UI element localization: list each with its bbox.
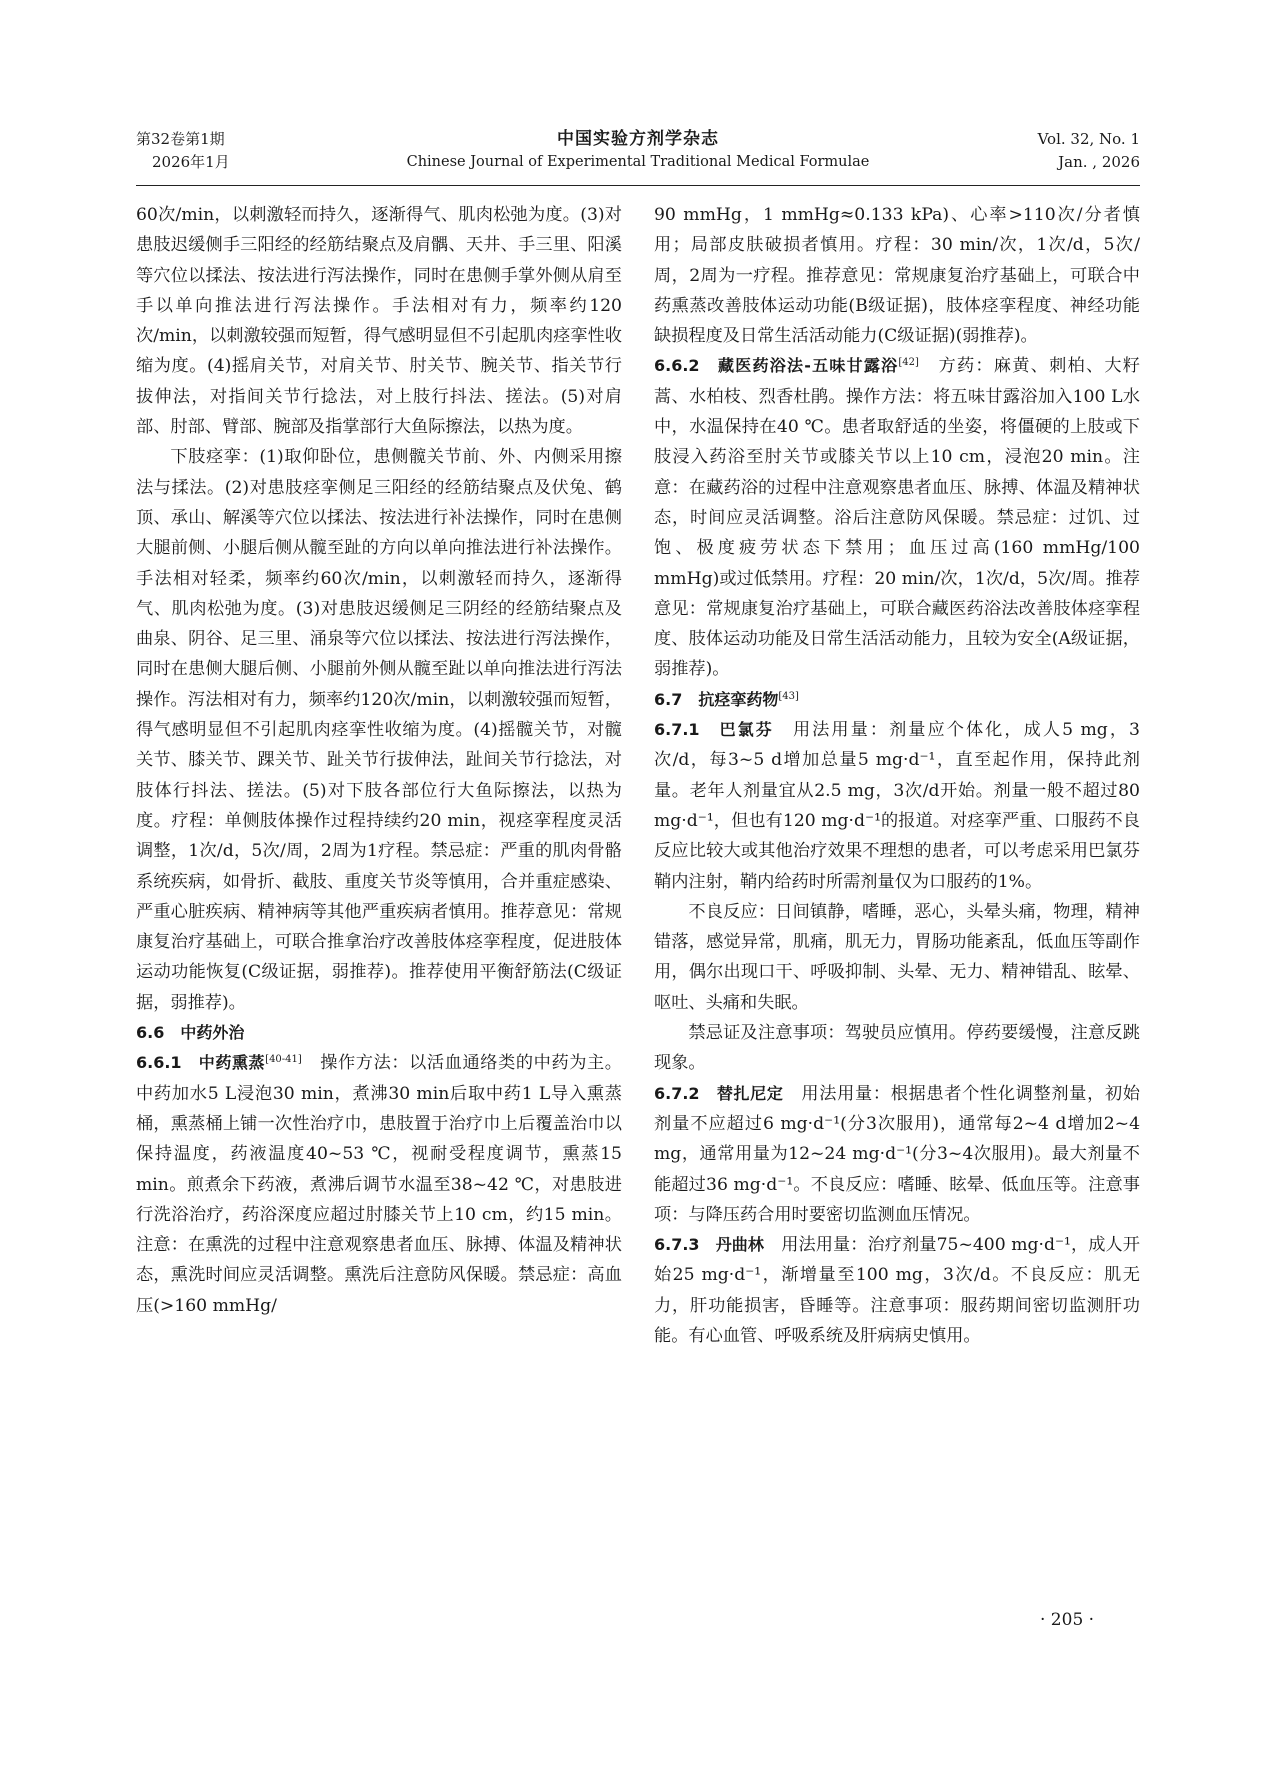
paragraph-adverse-reactions: 不良反应：日间镇静，嗜睡，恶心，头晕头痛，物理，精神错落，感觉异常，肌痛，肌无力，胃肠功能紊乱，低血压等副作用，偶尔出现口干、呼吸抑制、头晕、无力、精神错乱、眩晕、呕吐、头痛和失眠。 (654, 901, 1140, 1013)
subsection-6-7-2-body: 用法用量：根据患者个性化调整剂量，初始剂量不应超过6 mg·d⁻¹(分3次服用)，通常每2~4 d增加2~4 mg，通常用量为12~24 mg·d⁻¹(分3~4次服用)。最大剂量不能超过36 mg·d⁻¹。不良反应：嗜睡、眩晕、低血压等。注意事项：与降压药合用时要密切监测血压情况。 (654, 1083, 1140, 1225)
page-number: · 205 · (1040, 1610, 1095, 1630)
subsection-6-6-2-body: 方药：麻黄、刺柏、大籽蒿、水柏枝、烈香杜鹃。操作方法：将五味甘露浴加入100 L水中，水温保持在40 ℃。患者取舒适的坐姿，将僵硬的上肢或下肢浸入药浴至肘关节或膝关节以上10 cm，浸泡20 min。注意：在藏药浴的过程中注意观察患者血压、脉搏、体温及精神状态，时间应灵活调整。浴后注意防风保暖。禁忌症：过饥、过饱、极度疲劳状态下禁用；血压过高(160 mmHg/100 mmHg)或过低禁用。疗程：20 min/次，1次/d，5次/周。推荐意见：常规康复治疗基础上，可联合藏医药浴法改善肢体痉挛程度、肢体运动功能及日常生活活动能力，且较为安全(A级证据，弱推荐)。 (654, 356, 1140, 680)
paragraph: 90 mmHg，1 mmHg≈0.133 kPa)、心率>110次/分者慎用；局部皮肤破损者慎用。疗程：30 min/次，1次/d，5次/周，2周为一疗程。推荐意见：常规康复治疗基础上，可联合中药熏蒸改善肢体运动功能(B级证据)，肢体痉挛程度、神经功能缺损程度及日常生活活动能力(C级证据)(弱推荐)。 (654, 205, 1140, 347)
subsection-6-6-1-body: 操作方法：以活血通络类的中药为主。中药加水5 L浸泡30 min，煮沸30 min后取中药1 L导入熏蒸桶，熏蒸桶上铺一次性治疗巾，患肢置于治疗巾上后覆盖治巾以保持温度，药液温度40~53 ℃，视耐受程度调节，熏蒸15 min。煎煮余下药液，煮沸后调节水温至38~42 ℃，对患肢进行洗浴治疗，药浴深度应超过肘膝关节上10 cm，约15 min。注意：在熏洗的过程中注意观察患者血压、脉搏、体温及精神状态，熏洗时间应灵活调整。熏洗后注意防风保暖。禁忌症：高血压(>160 mmHg/ (136, 1053, 622, 1316)
header-volume-cn: 第32卷第1期 (136, 130, 225, 148)
subsection-6-7-1-title: 6.7.1 巴氯芬 (654, 720, 774, 740)
journal-title-cn: 中国实验方剂学杂志 (557, 129, 719, 149)
header-rule (136, 185, 1140, 186)
header-date-en: Jan. , 2026 (1058, 153, 1140, 171)
running-header (136, 128, 1140, 178)
section-6-6-title: 6.6 中药外治 (136, 1023, 245, 1043)
section-heading-6-7 (654, 685, 1140, 715)
subsection-6-7-2 (654, 1079, 1140, 1230)
section-heading-6-6 (136, 1018, 622, 1048)
subsection-6-7-1 (654, 715, 1140, 897)
header-issue-en (1038, 128, 1140, 174)
header-volume-en: Vol. 32, No. 1 (1037, 130, 1140, 148)
citation-ref: [40-41] (265, 1054, 302, 1066)
right-column (654, 200, 1140, 1351)
subsection-6-7-3-body: 用法用量：治疗剂量75~400 mg·d⁻¹，成人开始25 mg·d⁻¹，渐增量至100 mg，3次/d。不良反应：肌无力，肝功能损害，昏睡等。注意事项：服药期间密切监测肝功能。有心血管、呼吸系统及肝病病史慎用。 (654, 1235, 1140, 1346)
subsection-6-7-3 (654, 1230, 1140, 1351)
left-column (136, 200, 622, 1321)
subsection-6-7-2-title: 6.7.2 替扎尼定 (654, 1083, 784, 1103)
header-journal-title (136, 128, 1140, 174)
paragraph: 60次/min，以刺激轻而持久，逐渐得气、肌肉松弛为度。(3)对患肢迟缓侧手三阳经的经筋结聚点及肩髃、天井、手三里、阳溪等穴位以揉法、按法进行泻法操作，同时在患侧手掌外侧从肩至手以单向推法进行泻法操作。手法相对有力，频率约120次/min，以刺激较强而短暂，得气感明显但不引起肌肉痉挛性收缩为度。(4)摇肩关节，对肩关节、肘关节、腕关节、指关节行拔伸法，对指间关节行捻法，对上肢行抖法、搓法。(5)对肩部、肘部、臂部、腕部及指掌部行大鱼际擦法，以热为度。 (136, 205, 622, 438)
subsection-6-6-2-title: 6.6.2 藏医药浴法-五味甘露浴 (654, 356, 899, 376)
subsection-6-7-3-title: 6.7.3 丹曲林 (654, 1235, 764, 1255)
header-date-cn: 2026年1月 (152, 153, 230, 171)
subsection-6-6-1 (136, 1048, 622, 1321)
paragraph-contraindications: 禁忌证及注意事项：驾驶员应慎用。停药要缓慢，注意反跳现象。 (654, 1023, 1140, 1074)
citation-ref: [42] (898, 357, 919, 369)
journal-title-en: Chinese Journal of Experimental Traditional Medical Formulae (406, 154, 870, 170)
section-6-7-title: 6.7 抗痉挛药物 (654, 689, 779, 709)
citation-ref: [43] (778, 690, 799, 702)
paragraph-lower-limb: 下肢痉挛：(1)取仰卧位，患侧髋关节前、外、内侧采用擦法与揉法。(2)对患肢痉挛侧足三阳经的经筋结聚点及伏兔、鹤顶、承山、解溪等穴位以揉法、按法进行补法操作，同时在患侧大腿前侧、小腿后侧从髋至趾的方向以单向推法进行补法操作。手法相对轻柔，频率约60次/min，以刺激轻而持久，逐渐得气、肌肉松弛为度。(3)对患肢迟缓侧足三阴经的经筋结聚点及曲泉、阴谷、足三里、涌泉等穴位以揉法、按法进行泻法操作，同时在患侧大腿后侧、小腿前外侧从髋至趾以单向推法进行泻法操作。泻法相对有力，频率约120次/min，以刺激较强而短暂，得气感明显但不引起肌肉痉挛性收缩为度。(4)摇髋关节，对髋关节、膝关节、踝关节、趾关节行拔伸法，趾间关节行捻法，对肢体行抖法、搓法。(5)对下肢各部位行大鱼际擦法，以热为度。疗程：单侧肢体操作过程持续约20 min，视痉挛程度灵活调整，1次/d，5次/周，2周为1疗程。禁忌症：严重的肌肉骨骼系统疾病，如骨折、截肢、重度关节炎等慎用，合并重症感染、严重心脏疾病、精神病等其他严重疾病者慎用。推荐意见：常规康复治疗基础上，可联合推拿治疗改善肢体痉挛程度，促进肢体运动功能恢复(C级证据，弱推荐)。推荐使用平衡舒筋法(C级证据，弱推荐)。 (136, 447, 622, 1013)
subsection-6-6-2 (654, 351, 1140, 684)
subsection-6-7-1-body: 用法用量：剂量应个体化，成人5 mg，3次/d，每3~5 d增加总量5 mg·d⁻¹，直至起作用，保持此剂量。老年人剂量宜从2.5 mg，3次/d开始。剂量一般不超过80 mg·d⁻¹，但也有120 mg·d⁻¹的报道。对痉挛严重、口服药不良反应比较大或其他治疗效果不理想的患者，可以考虑采用巴氯芬鞘内注射，鞘内给药时所需剂量仅为口服药的1%。 (654, 720, 1140, 892)
subsection-6-6-1-title: 6.6.1 中药熏蒸 (136, 1053, 266, 1073)
